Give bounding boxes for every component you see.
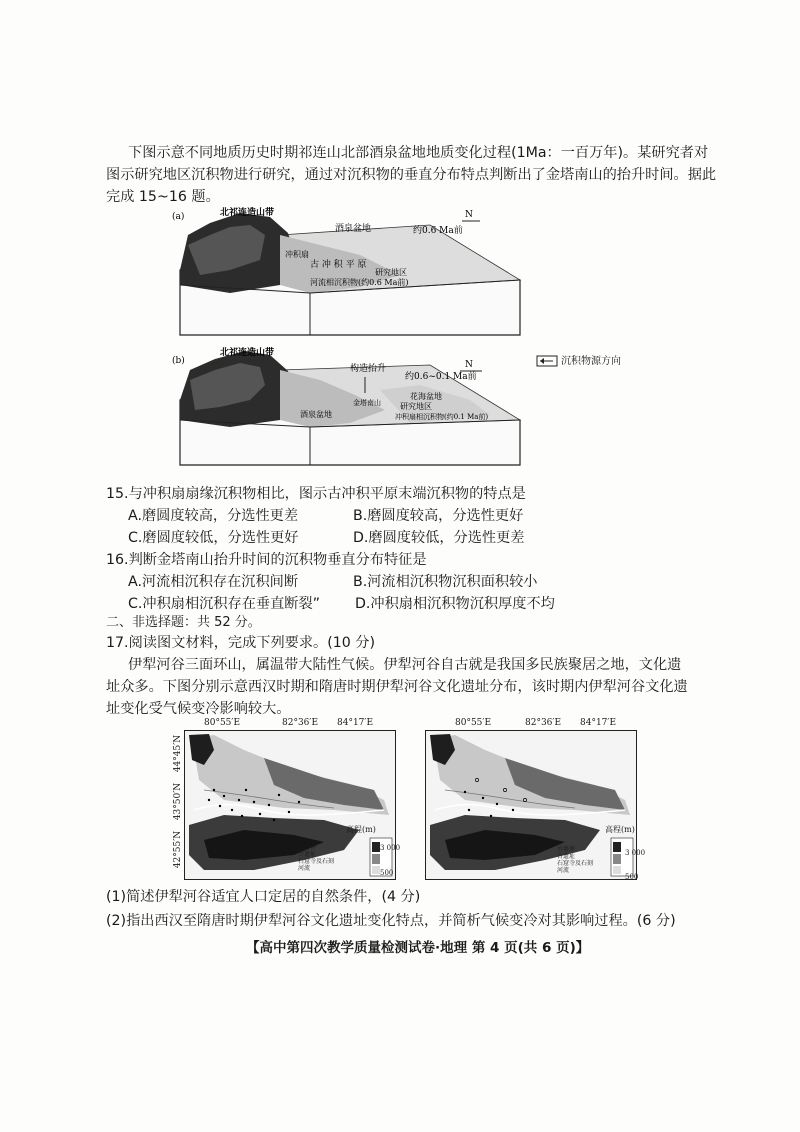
left-lat-2: 43°50′N <box>173 782 184 821</box>
figure-b-block-diagram <box>170 345 530 470</box>
page-footer: 【高中第四次教学质量检测试卷·地理 第 4 页(共 6 页)】 <box>246 940 590 956</box>
q15-stem: 15.与冲积扇扇缘沉积物相比，图示古冲积平原末端沉积物的特点是 <box>106 486 526 502</box>
left-elev-high: 3 000 <box>380 844 401 852</box>
right-legend-4: 河流 <box>557 867 570 874</box>
fig-a-north-label: N <box>465 210 473 220</box>
left-legend-2: 古遗址 <box>298 851 317 858</box>
left-lon-2: 82°36′E <box>282 718 319 728</box>
right-map-graphic <box>425 730 637 880</box>
left-legend-3: 石窟寺及石刻 <box>298 858 335 865</box>
right-lon-2: 82°36′E <box>525 718 562 728</box>
fig-a-fan-label: 冲积扇 <box>285 250 309 259</box>
q16-option-d: D.冲积扇相沉积物沉积厚度不均 <box>355 596 555 612</box>
intro-line-1: 下图示意不同地质历史时期祁连山北部酒泉盆地地质变化过程(1Ma：一百万年)。某研究者对 <box>128 145 709 161</box>
fig-a-panel-label: (a) <box>172 212 185 222</box>
right-legend-3: 石窟寺及石刻 <box>557 860 594 867</box>
fig-a-plain-label: 古 冲 积 平 原 <box>310 260 367 270</box>
fig-a-time-label: 约0.6 Ma前 <box>413 226 463 236</box>
q17-para-line-2: 址众多。下图分别示意西汉时期和隋唐时期伊犁河谷文化遗址分布，该时期内伊犁河谷文化遗 <box>106 679 688 695</box>
fig-b-fan-sed-label: 冲积扇相沉积物(约0.1 Ma前) <box>395 413 489 421</box>
right-elev-low: 500 <box>625 873 639 881</box>
right-lon-3: 84°17′E <box>580 718 617 728</box>
figure-a-block-diagram <box>170 205 530 340</box>
fig-a-study-label: 研究地区 <box>375 268 407 277</box>
right-legend-2: 古遗址 <box>557 853 576 860</box>
section-2-heading: 二、非选择题：共 52 分。 <box>106 615 261 630</box>
fig-b-panel-label: (b) <box>172 356 185 366</box>
fig-b-uplift-label: 构造抬升 <box>350 364 387 374</box>
fig-b-huahai-label: 花海盆地 <box>410 392 442 401</box>
map-west-han <box>172 718 401 883</box>
q15-option-d: D.磨圆度较低，分选性更差 <box>353 530 525 546</box>
map-sui-tang <box>415 718 646 883</box>
q17-para-line-3: 址变化受气候变冷影响较大。 <box>106 701 291 717</box>
q15-option-c: C.磨圆度较低，分选性更好 <box>128 530 299 546</box>
left-lat-3: 42°55′N <box>173 830 184 869</box>
q17-stem: 17.阅读图文材料，完成下列要求。(10 分) <box>106 635 376 651</box>
fig-b-mountain-label: 北祁连造山带 <box>220 348 275 358</box>
intro-line-3: 完成 15~16 题。 <box>106 189 220 205</box>
q15-option-a: A.磨圆度较高，分选性更差 <box>128 508 299 524</box>
fig-a-river-sed-label: 河流相沉积物(约0.6 Ma前) <box>310 278 409 287</box>
right-elev-high: 3 000 <box>625 849 646 857</box>
left-map-graphic <box>184 730 396 880</box>
left-elev-title: 高程(m) <box>346 825 376 834</box>
left-lat-1: 44°45′N <box>173 734 184 773</box>
fig-b-study-label: 研究地区 <box>400 402 432 411</box>
left-legend-1: 古墓葬 <box>298 844 317 851</box>
right-lon-1: 80°55′E <box>455 718 492 728</box>
fig-b-jinta-label: 金塔南山 <box>353 399 381 407</box>
q17-para-line-1: 伊犁河谷三面环山，属温带大陆性气候。伊犁河谷自古就是我国多民族聚居之地，文化遗 <box>128 657 682 673</box>
fig-b-basin-label: 酒泉盆地 <box>300 410 332 419</box>
q17-sub-1: (1)简述伊犁河谷适宜人口定居的自然条件，(4 分) <box>106 889 421 905</box>
fig-b-time-label: 约0.6~0.1 Ma前 <box>405 372 477 382</box>
legend-label: 沉积物源方向 <box>561 356 621 367</box>
sediment-source-legend-icon <box>536 355 558 367</box>
left-elev-low: 500 <box>380 869 394 877</box>
q16-option-a: A.河流相沉积存在沉积间断 <box>128 574 299 590</box>
q16-stem: 16.判断金塔南山抬升时间的沉积物垂直分布特征是 <box>106 552 427 568</box>
q16-option-b: B.河流相沉积物沉积面积较小 <box>353 574 538 590</box>
fig-b-north-label: N <box>465 360 473 370</box>
left-lon-1: 80°55′E <box>204 718 241 728</box>
left-legend-4: 河流 <box>298 865 311 872</box>
right-legend-1: 古墓葬 <box>557 846 576 853</box>
q16-option-c: C.冲积扇相沉积存在垂直断裂” <box>128 596 321 612</box>
fig-a-basin-label: 酒泉盆地 <box>335 224 372 234</box>
left-lon-3: 84°17′E <box>337 718 374 728</box>
intro-line-2: 图示研究地区沉积物进行研究，通过对沉积物的垂直分布特点判断出了金塔南山的抬升时间。据此 <box>106 167 717 183</box>
q17-sub-2: (2)指出西汉至隋唐时期伊犁河谷文化遗址变化特点，并简析气候变冷对其影响过程。(6 分) <box>106 913 676 929</box>
right-elev-title: 高程(m) <box>605 825 635 834</box>
q15-option-b: B.磨圆度较高，分选性更好 <box>353 508 524 524</box>
fig-a-mountain-label: 北祁连造山带 <box>220 208 275 218</box>
